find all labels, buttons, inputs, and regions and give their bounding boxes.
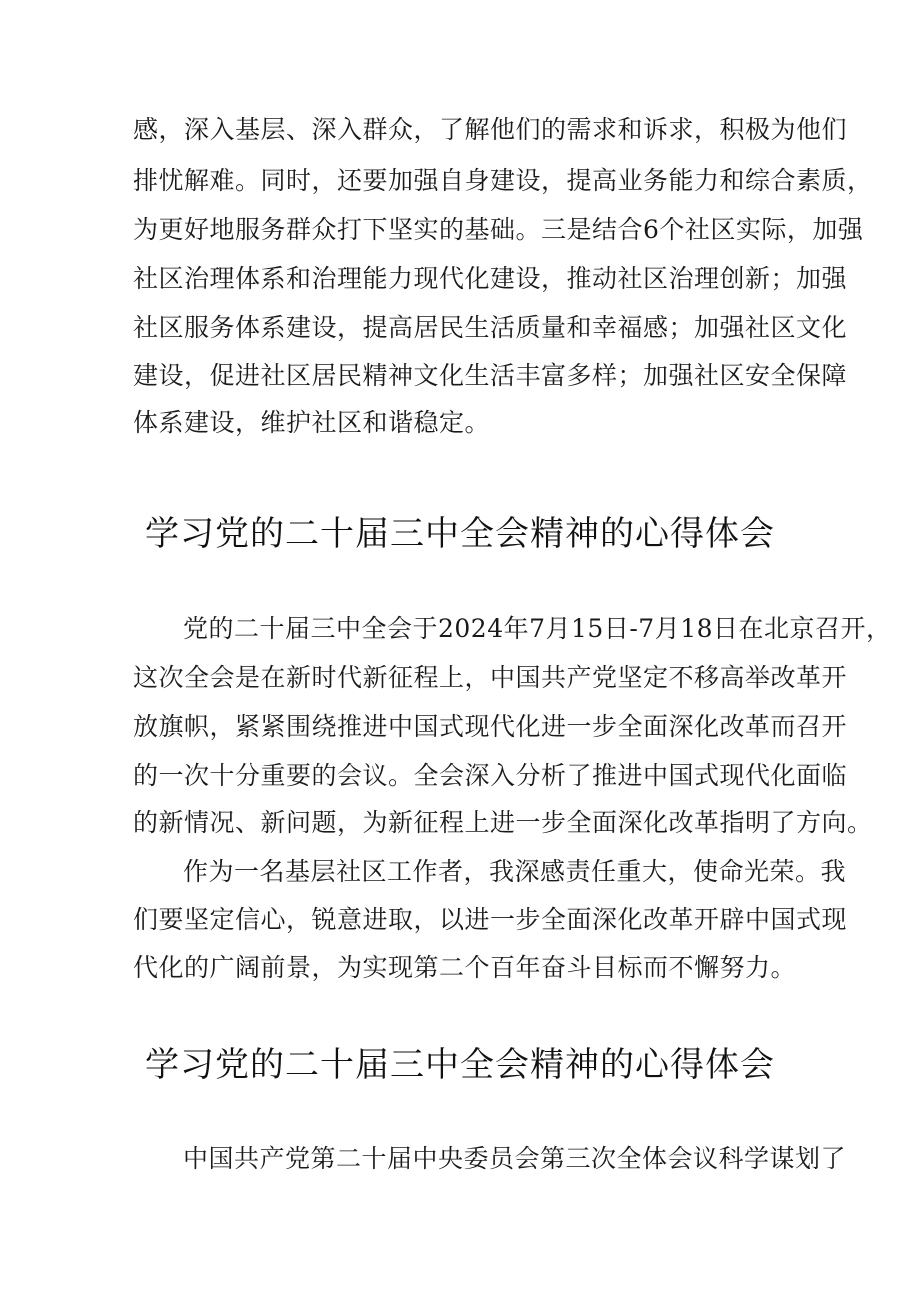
paragraph-line: 排忧解难。同时，还要加强自身建设，提高业务能力和综合素质，: [133, 166, 873, 195]
paragraph-line: 社区服务体系建设，提高居民生活质量和幸福感；加强社区文化: [133, 313, 848, 342]
paragraph-line: 为更好地服务群众打下坚实的基础。三是结合6个社区实际，加强: [133, 215, 864, 244]
section-heading: 学习党的二十届三中全会精神的心得体会: [145, 514, 775, 554]
paragraph-line: 的新情况、新问题，为新征程上进一步全面深化改革指明了方向。: [133, 808, 873, 837]
paragraph-line: 中国共产党第二十届中央委员会第三次全体会议科学谋划了: [183, 1144, 847, 1173]
paragraph-line: 党的二十届三中全会于2024年7月15日-7月18日在北京召开，: [183, 614, 892, 643]
paragraph-line: 建设，促进社区居民精神文化生活丰富多样；加强社区安全保障: [133, 361, 848, 390]
section-heading: 学习党的二十届三中全会精神的心得体会: [145, 1045, 775, 1085]
paragraph-line: 感，深入基层、深入群众，了解他们的需求和诉求，积极为他们: [133, 115, 848, 144]
paragraph-line: 体系建设，维护社区和谐稳定。: [133, 408, 491, 437]
paragraph-line: 代化的广阔前景，为实现第二个百年奋斗目标而不懈努力。: [133, 953, 797, 982]
paragraph-line: 社区治理体系和治理能力现代化建设，推动社区治理创新；加强: [133, 264, 848, 293]
paragraph-line: 放旗帜，紧紧围绕推进中国式现代化进一步全面深化改革而召开: [133, 712, 848, 741]
paragraph-line: 们要坚定信心，锐意进取，以进一步全面深化改革开辟中国式现: [133, 905, 848, 934]
paragraph-line: 的一次十分重要的会议。全会深入分析了推进中国式现代化面临: [133, 761, 848, 790]
paragraph-line: 作为一名基层社区工作者，我深感责任重大，使命光荣。我: [183, 857, 847, 886]
paragraph-line: 这次全会是在新时代新征程上，中国共产党坚定不移高举改革开: [133, 663, 848, 692]
